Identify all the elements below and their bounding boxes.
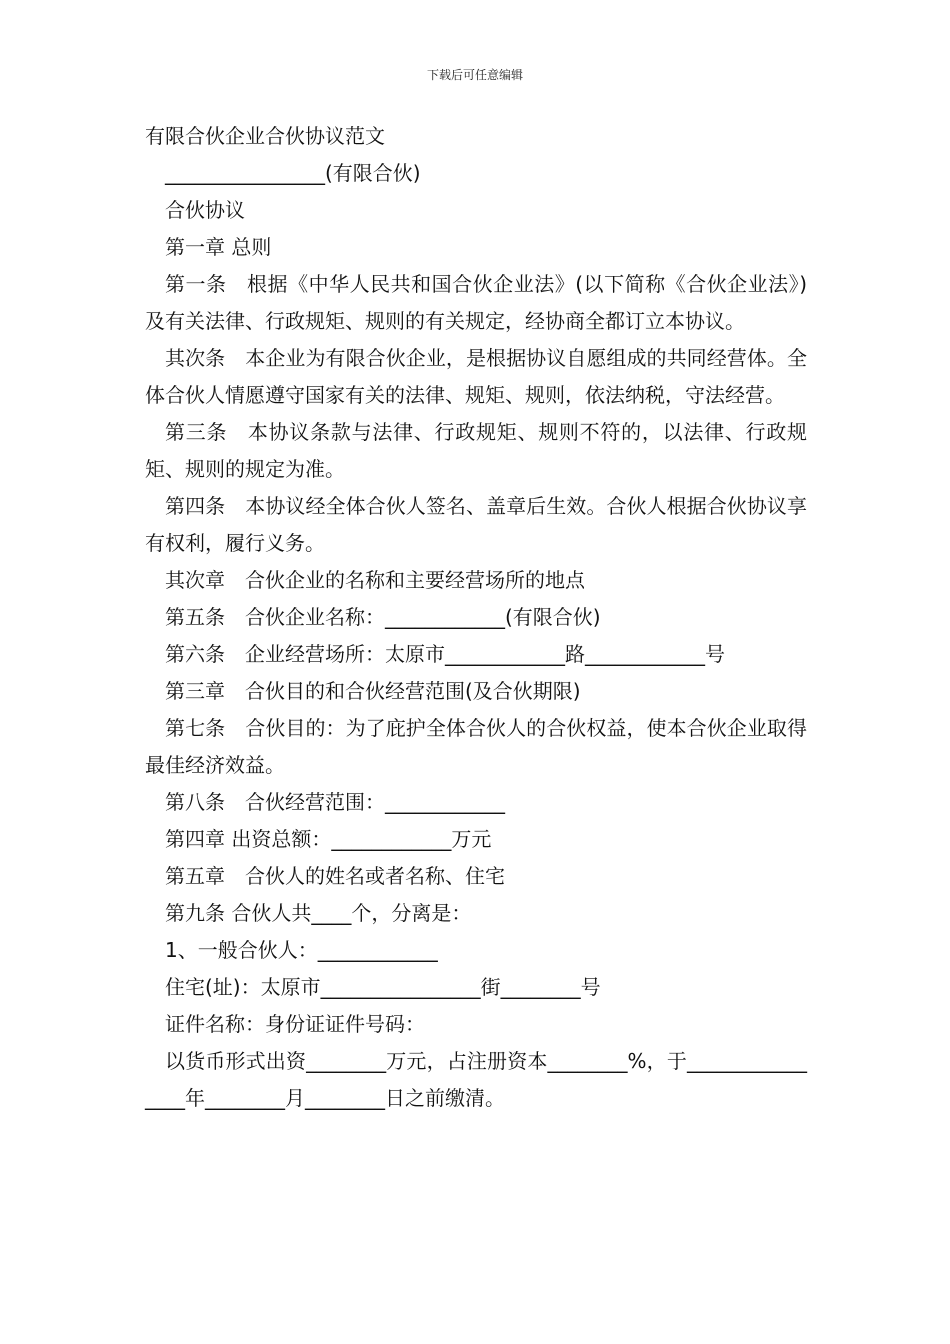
chapter-3-heading: 第三章 合伙目的和合伙经营范围(及合伙期限) [165, 679, 581, 703]
article-4: 第四条 本协议经全体合伙人签名、盖章后生效。合伙人根据合伙协议享有权利，履行义务。 [145, 494, 807, 555]
article-8: 第八条 合伙经营范围：____________ [165, 790, 505, 814]
chapter-2-heading: 其次章 合伙企业的名称和主要经营场所的地点 [165, 568, 585, 592]
chapter-5-heading: 第五章 合伙人的姓名或者名称、住宅 [165, 864, 505, 888]
article-6: 第六条 企业经营场所：太原市____________路____________号 [165, 642, 725, 666]
agreement-heading: 合伙协议 [165, 198, 245, 222]
article-5: 第五条 合伙企业名称：____________(有限合伙) [165, 605, 601, 629]
article-9: 第九条 合伙人共____个，分离是： [165, 901, 472, 925]
article-3: 第三条 本协议条款与法律、行政规矩、规则不符的，以法律、行政规矩、规则的规定为准。 [145, 420, 807, 481]
page-header: 下载后可任意编辑 [426, 68, 523, 82]
article-1: 第一条 根据《中华人民共和国合伙企业法》(以下简称《合伙企业法》)及有关法律、行政规矩、规则的有关规定，经协商全都订立本协议。 [145, 272, 807, 333]
company-name-line: ________________(有限合伙) [165, 161, 421, 185]
article-2: 其次条 本企业为有限合伙企业，是根据协议自愿组成的共同经营体。全体合伙人情愿遵守国家有关的法律、规矩、规则，依法纳税，守法经营。 [145, 346, 807, 407]
capital-contribution-line: 以货币形式出资________万元，占注册资本________%，于________________年________月________日之前缴清。 [145, 1049, 807, 1110]
document-body [145, 118, 807, 1117]
residence-line: 住宅(址)：太原市________________街________号 [165, 975, 601, 999]
id-document-line: 证件名称：身份证证件号码： [165, 1012, 425, 1036]
general-partner-line: 1、一般合伙人：____________ [165, 938, 438, 962]
document-title: 有限合伙企业合伙协议范文 [145, 124, 385, 148]
article-7: 第七条 合伙目的：为了庇护全体合伙人的合伙权益，使本合伙企业取得最佳经济效益。 [145, 716, 807, 777]
chapter-1-heading: 第一章 总则 [165, 235, 272, 259]
chapter-4-heading: 第四章 出资总额：____________万元 [165, 827, 492, 851]
